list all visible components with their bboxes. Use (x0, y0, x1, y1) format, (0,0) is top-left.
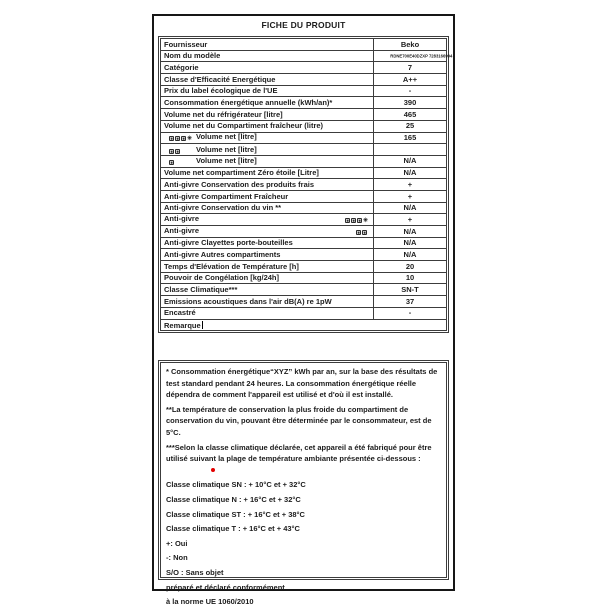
2-star-rating-icon: ✳ ✳ (170, 148, 180, 154)
row-label: Classe Climatique*** (164, 285, 238, 295)
row-label-cell (161, 319, 447, 331)
row-label-cell (161, 202, 374, 214)
row-value-cell (374, 39, 447, 51)
row-label-cell (161, 144, 374, 156)
row-value-cell (374, 109, 447, 121)
row-value-cell (374, 62, 447, 74)
footnote-line (166, 552, 441, 564)
table-row (161, 167, 447, 179)
row-value: N/A (403, 226, 417, 236)
row-value-cell (374, 179, 447, 191)
red-dot-marker (211, 468, 215, 472)
page-title: FICHE DU PRODUIT (261, 20, 346, 30)
row-value-cell (374, 261, 447, 273)
footnote-text: * Consommation énergétique“XYZ” kWh par an, sur la base des résultats de test standard pendant 24 heures. La consommation énergétique réelle dépendra de comment l'appareil est utilisé et d'où il est installé. (166, 367, 438, 400)
row-label: Volume net du réfrigérateur [litre] (164, 109, 283, 119)
4-star-rating-icon: ✳ ✳ ✳ ✳ (170, 136, 193, 143)
row-label: Volume net [litre] (196, 132, 257, 142)
4-star-rating-icon: ✳ ✳ ✳ ✳ (345, 218, 368, 225)
row-label-cell (161, 167, 374, 179)
table-row (161, 319, 447, 331)
2-star-rating-icon: ✳ ✳ (357, 230, 367, 236)
table-row (161, 120, 447, 132)
row-value-cell (374, 307, 447, 319)
table-row (161, 190, 447, 202)
row-value-cell (374, 144, 447, 156)
row-value: N/A (403, 203, 417, 213)
row-value: 20 (405, 261, 415, 271)
row-label-cell (161, 179, 374, 191)
footnote-line (166, 494, 441, 506)
table-row (161, 249, 447, 261)
table-row (161, 296, 447, 308)
footnote-text: ***Selon la classe climatique déclarée, cet appareil a été fabriqué pour être utilisé suivant la plage de température ambiante présentée ci-dessous : (166, 442, 432, 464)
footnote-text: **La température de conservation la plus froide du compartiment de conservation du vin, pouvant être déterminée par le consommateur, est de 5°C. (166, 404, 432, 437)
row-label-cell (161, 214, 374, 226)
footnote-line (166, 567, 441, 579)
row-label: Anti-givre Clayettes porte-bouteilles (164, 238, 293, 248)
row-value-cell (374, 74, 447, 86)
footnote-text: Classe climatique ST : + 16°C et + 38°C (166, 509, 305, 519)
row-label-cell (161, 74, 374, 86)
row-value: 10 (405, 273, 415, 283)
row-label: Nom du modèle (164, 51, 221, 61)
row-value: N/A (403, 156, 417, 166)
row-label: Anti-givre (164, 226, 200, 236)
footnote-line (166, 538, 441, 550)
footnote-text: -: Non (166, 553, 188, 563)
row-label-cell (161, 62, 374, 74)
footnote-text: Classe climatique T : + 16°C et + 43°C (166, 524, 300, 534)
row-label-cell (161, 97, 374, 109)
row-value-cell (374, 214, 447, 226)
table-row (161, 50, 447, 62)
row-label: Anti-givre Compartiment Fraîcheur (164, 191, 289, 201)
row-value: A++ (402, 74, 418, 84)
footnote-line (166, 523, 441, 535)
row-label: Classe d'Efficacité Energétique (164, 74, 276, 84)
footnote-text: S/O : Sans objet (166, 567, 224, 577)
footnote-line (166, 509, 441, 521)
row-label-cell (161, 307, 374, 319)
row-value-cell (374, 237, 447, 249)
row-label: Volume net [litre] (196, 156, 257, 166)
footnotes-frame (158, 360, 449, 607)
row-value: 7 (407, 62, 413, 72)
row-value-cell (374, 202, 447, 214)
row-value-cell (374, 85, 447, 97)
footnote-text: Classe climatique N : + 16°C et + 32°C (166, 494, 301, 504)
row-value: + (407, 179, 413, 189)
footnotes-box (160, 362, 447, 607)
footnote-text: +: Oui (166, 538, 188, 548)
row-value-cell (374, 50, 453, 62)
row-value: 25 (405, 121, 415, 131)
row-label: Anti-givre Conservation des produits frais (164, 179, 315, 189)
row-value: N/A (403, 238, 417, 248)
row-label: Anti-givre Conservation du vin ** (164, 203, 282, 213)
row-label: Emissions acoustiques dans l'air dB(A) re 1pW (164, 296, 332, 306)
row-label: Anti-givre (164, 214, 200, 224)
row-value: - (408, 86, 412, 96)
table-row (161, 226, 447, 238)
row-label: Volume net compartiment Zéro étoile [Litre] (164, 168, 319, 178)
table-row (161, 179, 447, 191)
table-row (161, 202, 447, 214)
row-label: Volume net du Compartiment fraîcheur (litre) (164, 121, 324, 131)
row-label-cell (161, 85, 374, 97)
row-label-cell (161, 155, 374, 167)
footnote-text: Classe climatique SN : + 10°C et + 32°C (166, 480, 306, 490)
text-cursor (202, 321, 203, 329)
row-label-cell (161, 226, 374, 238)
footnote-text: préparé et déclaré conformément (166, 582, 285, 592)
footnote-line (166, 596, 441, 608)
row-label-cell (161, 272, 374, 284)
row-label: Temps d'Elévation de Température [h] (164, 261, 299, 271)
row-value-cell (374, 296, 447, 308)
table-row (161, 144, 447, 156)
row-value: + (407, 191, 413, 201)
table-row (161, 109, 447, 121)
row-value-cell (374, 167, 447, 179)
product-fiche-page (152, 14, 455, 607)
footnote-line (166, 479, 441, 491)
table-row (161, 272, 447, 284)
table-row (161, 307, 447, 319)
row-label-cell (161, 109, 374, 121)
row-label-cell (161, 120, 374, 132)
table-row (161, 97, 447, 109)
table-row (161, 74, 447, 86)
footnote-line (166, 404, 441, 439)
row-value: - (408, 308, 412, 318)
table-row (161, 155, 447, 167)
row-value-cell (374, 120, 447, 132)
table-row (161, 39, 447, 51)
footnote-line (166, 442, 441, 477)
footnote-line (166, 582, 441, 594)
row-label: Anti-givre Autres compartiments (164, 249, 281, 259)
row-value: N/A (403, 168, 417, 178)
table-row (161, 85, 447, 97)
row-value-cell (374, 190, 447, 202)
footnote-line (166, 366, 441, 401)
row-value: RDNE700E40DZXP 7283166994 (390, 54, 453, 60)
table-row (161, 284, 447, 296)
row-value: 37 (405, 296, 415, 306)
table-row (161, 214, 447, 226)
row-label-cell (161, 132, 374, 144)
row-label-cell (161, 39, 374, 51)
row-label-cell (161, 237, 374, 249)
row-value: 390 (403, 98, 417, 108)
row-label: Pouvoir de Congélation [kg/24h] (164, 273, 280, 283)
footnote-text: à la norme UE 1060/2010 (166, 597, 254, 607)
table-row (161, 261, 447, 273)
row-value-cell (374, 272, 447, 284)
row-label-cell (161, 190, 374, 202)
row-value: SN-T (401, 285, 419, 295)
row-value-cell (374, 155, 447, 167)
row-value: Beko (400, 39, 420, 49)
row-label-cell (161, 249, 374, 261)
row-value-cell (374, 249, 447, 261)
table-row (161, 237, 447, 249)
row-label-cell (161, 284, 374, 296)
row-label: Remarque (164, 320, 201, 330)
row-label: Encastré (164, 308, 196, 318)
product-spec-table-frame (158, 36, 453, 333)
row-value: 465 (403, 109, 417, 119)
row-value-cell (374, 97, 447, 109)
row-label: Catégorie (164, 62, 199, 72)
row-value-cell (374, 226, 447, 238)
table-row (161, 62, 447, 74)
row-value-cell (374, 284, 447, 296)
row-label-cell (161, 50, 374, 62)
table-row (161, 132, 447, 144)
row-label: Fournisseur (164, 39, 208, 49)
row-value: N/A (403, 249, 417, 259)
row-value: 165 (403, 133, 417, 143)
1-star-rating-icon: ✳ (170, 160, 174, 166)
row-label-cell (161, 296, 374, 308)
row-label: Prix du label écologique de l'UE (164, 86, 278, 96)
row-label: Consommation énergétique annuelle (kWh/an)* (164, 98, 333, 108)
row-value-cell (374, 132, 447, 144)
product-spec-table (160, 38, 453, 331)
row-label: Volume net [litre] (196, 144, 257, 154)
row-label-cell (161, 261, 374, 273)
row-value: + (407, 214, 413, 224)
